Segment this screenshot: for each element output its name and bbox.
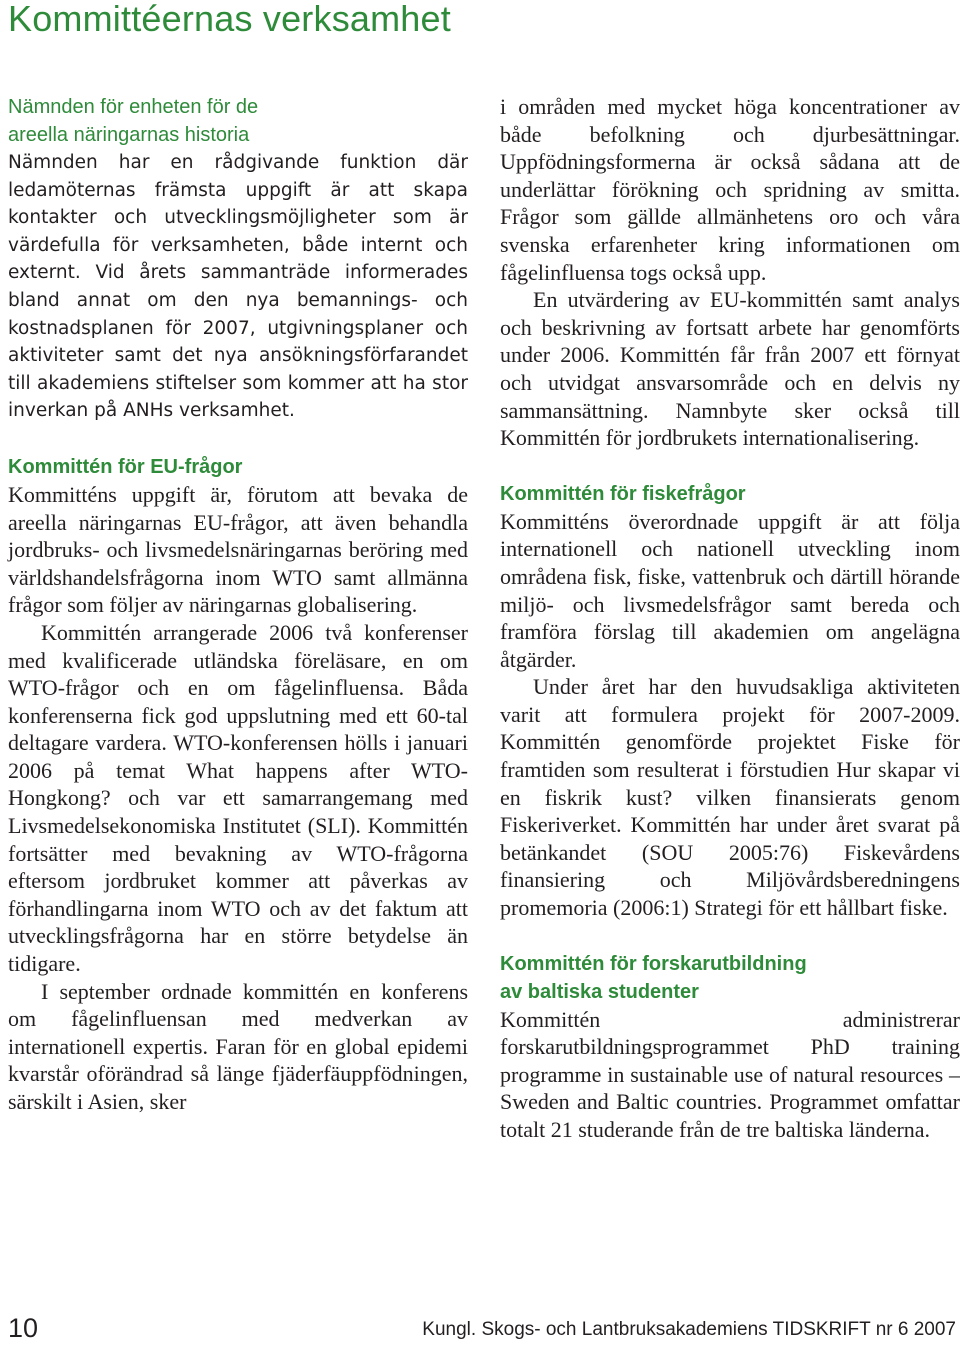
paragraph-fisheries-1: Kommitténs överordnade uppgift är att följa internationell och nationell utveckling inom områdena fisk, fiske, vattenbruk och därtill hörande miljö- och livsmedelsfrågor samt bereda och framföra förslag till akademien om angelägna åtgärder. [500,508,960,672]
heading-line: Nämnden för enheten för de [8,96,259,118]
paragraph-eu-1: Kommitténs uppgift är, förutom att bevaka de areella näringarnas EU-frågor, att även behandla jordbruks- och livsmedelsnäringarnas beröring med världshandelsfrågorna inom WTO samt allmänna frågor som följer av näringarnas globalisering. [8,481,468,618]
paragraph-eu-2: Kommittén arrangerade 2006 två konferenser med kvalificerade utländska föreläsare, en om WTO-frågor och en om fågelinfluensa. Båda konferenserna fick god uppslutning med ett 60-tal deltagare vardera. WTO-konferensen hölls i januari 2006 på temat What happens after WTO-Hongkong? och var ett samarrangemang med Livsmedelsekonomiska Institutet (SLI). Kommittén fortsätter med bevakning av WTO-frågorna eftersom jordbruket kommer att påverkas av förhandlingarna inom WTO och av det faktum att utvecklingsfrågorna har en större betydelse än tidigare. [8,619,468,977]
heading-line: areella näringarnas historia [8,124,250,146]
section-heading-eu: Kommittén för EU-frågor [8,455,243,478]
heading-line: av baltiska studenter [500,980,699,1003]
section-heading-anh [8,93,468,149]
page-title: Kommittéernas verksamhet [8,0,451,39]
paragraph-fisheries-2: Under året har den huvudsakliga aktiviteten varit att formulera projekt för 2007-2009. Kommittén genomförde projektet Fiske för framtiden som resulterat i förstudien Hur skapar vi en fiskrik kust? vilken finansierats genom Fiskeriverket. Kommittén har under året svarat på betänkandet (SOU 2005:76) Fiskevårdens finansiering och Miljövårdsberedningens promemoria (2006:1) Strategi för ett hållbart fiske. [500,674,960,921]
paragraph-eu-evaluation: En utvärdering av EU-kommittén samt analys och beskrivning av fortsatt arbete har genomförts under 2006. Kommittén får från 2007 ett förnyat och utvidgat ansvarsområde och en delvis ny sammansättning. Namnbyte sker också till Kommittén för jordbrukets internationalisering. [500,287,960,451]
left-column [8,93,468,1116]
section-heading-fisheries: Kommittén för fiskefrågor [500,482,746,505]
paragraph-anh: Nämnden har en rådgivande funktion där ledamöternas främsta uppgift är att skapa kontakter och utvecklingsmöjligheter som är värdefulla för verksamheten, både internt och externt. Vid årets sammanträde informerades bland annat om den nya bemannings- och kostnadsplanen för 2007, utgivningsplaner och aktiviteter samt det nya ansökningsförfarandet till akademiens stiftelser som kommer att ha stor inverkan på ANHs verksamhet. [8,152,468,422]
paragraph-eu-3: I september ordnade kommittén en konferens om fågelinfluensan med medverkan av internationell expertis. Faran för en global epidemi kvarstår oförändrad så länge fjäderfäuppfödningen, särskilt i Asien, sker [8,978,468,1114]
section-heading-baltic [500,950,960,1006]
paragraph-baltic: Kommittén administrerar forskarutbildningsprogrammet PhD training programme in sustainable use of natural resources – Sweden and Baltic countries. Programmet omfattar totalt 21 studerande från de tre baltiska länderna. [500,1006,960,1142]
paragraph-eu-continued: i områden med mycket höga koncentrationer av både befolkning och djurbesättningar. Uppfödningsformerna är också sådana att de underlättar förökning och spridning av smitta. Frågor som gällde allmänhetens oro och våra svenska erfarenheter kring informationen om fågelinfluensa togs också upp. [500,94,960,285]
right-column [500,93,960,1144]
page-number: 10 [8,1313,39,1343]
heading-line: Kommittén för forskarutbildning [500,952,807,975]
publication-footer: Kungl. Skogs- och Lantbruksakademiens TIDSKRIFT nr 6 2007 [422,1319,956,1340]
